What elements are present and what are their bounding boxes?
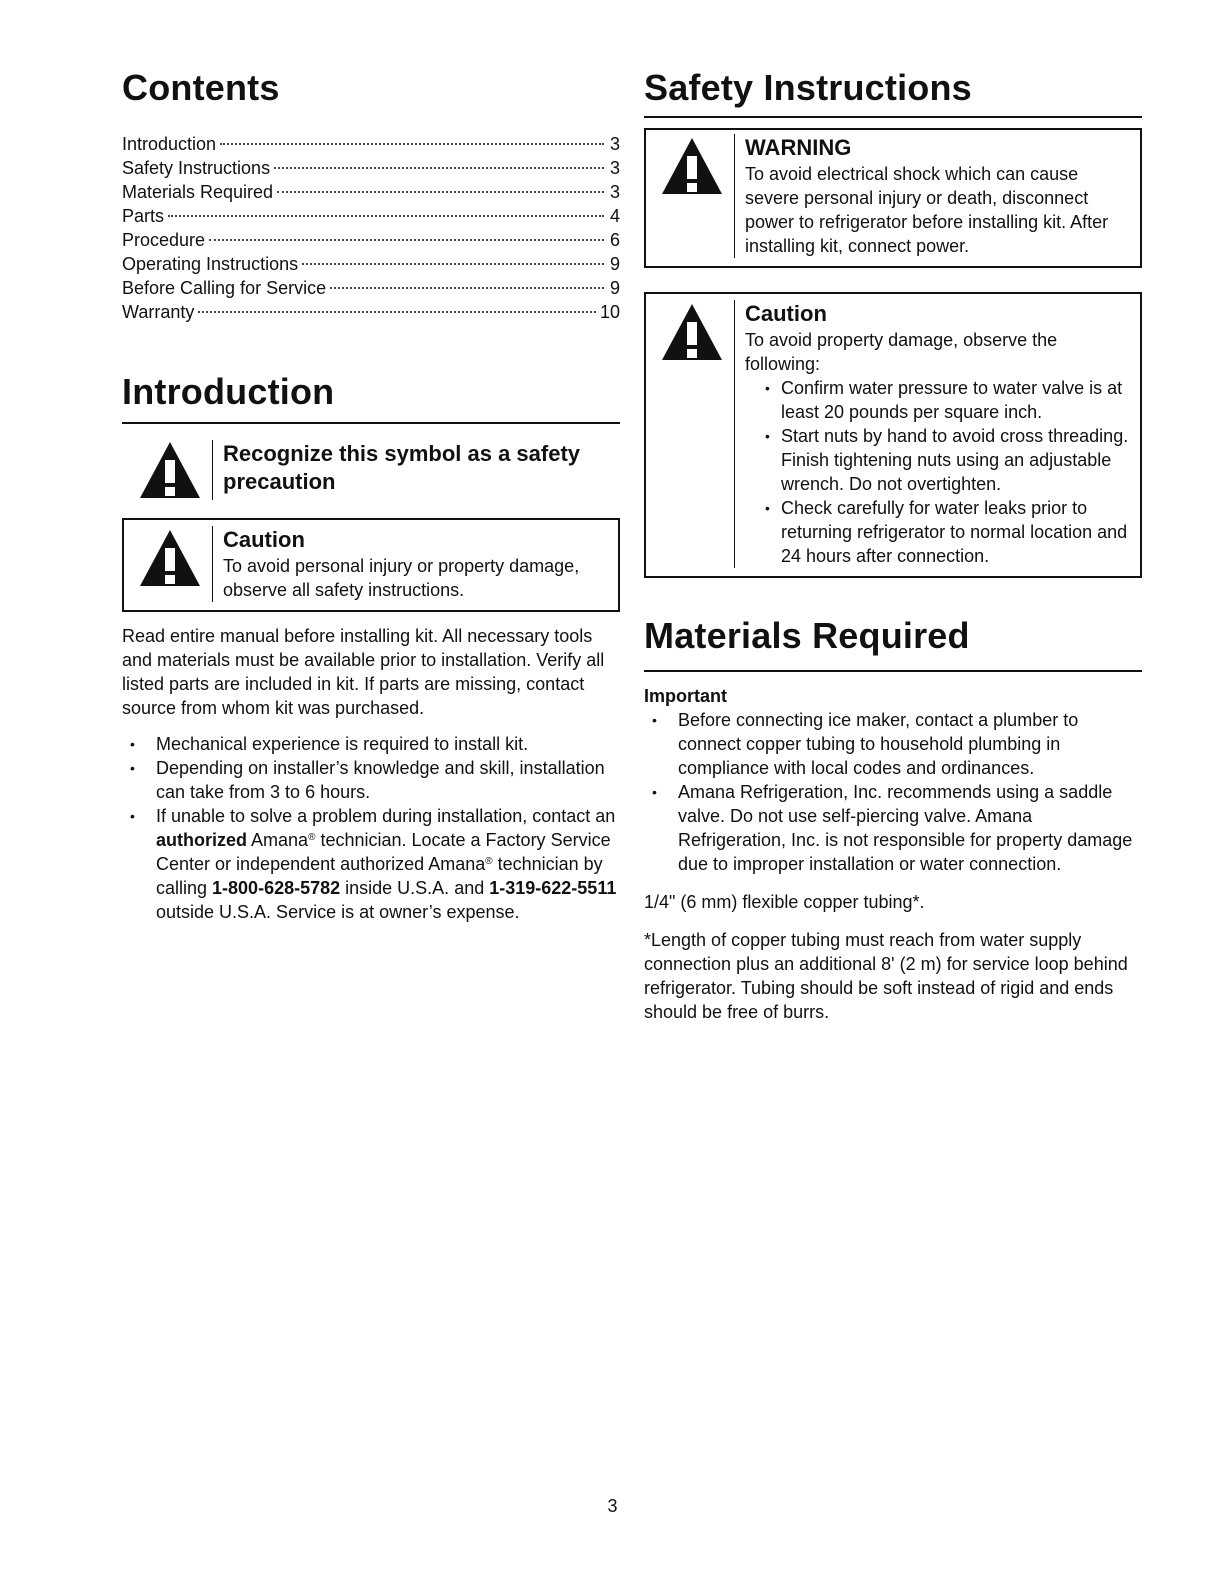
list-item: • Before connecting ice maker, contact a plumber to connect copper tubing to household plumbing in compliance with local codes and ordinances. [644,708,1142,780]
intro-bullet-list [122,732,620,924]
toc-item[interactable]: Operating Instructions 9 [122,254,620,274]
materials-list [644,708,1142,876]
safety-symbol-notice [138,440,620,500]
intro-paragraph: Read entire manual before installing kit. All necessary tools and materials must be available prior to installation. Verify all listed parts are included in kit. If parts are missing, contact source from whom kit was purchased. [122,626,605,718]
list-item: • Mechanical experience is required to install kit. [122,732,620,756]
warning-triangle-icon [660,302,724,362]
phone-international: 1-319-622-5511 [489,878,617,898]
toc-item[interactable]: Materials Required 3 [122,182,620,202]
caution-title: Caution [223,527,305,552]
caution-title: Caution [745,301,827,326]
list-item: • Confirm water pressure to water valve is at least 20 pounds per square inch. [765,376,1130,424]
warning-box [644,128,1142,268]
list-item: • Start nuts by hand to avoid cross threading. Finish tightening nuts using an adjustable wrench. Do not overtighten. [765,424,1130,496]
materials-title: Materials Required [644,615,970,656]
toc-item[interactable]: Procedure 6 [122,230,620,250]
warning-text: To avoid electrical shock which can cause severe personal injury or death, disconnect power to refrigerator before installing kit. After installing kit, connect power. [745,164,1109,256]
list-item: • Check carefully for water leaks prior to returning refrigerator to normal location and 24 hours after connection. [765,496,1130,568]
contents-title: Contents [122,67,280,108]
left-column [122,66,620,924]
introduction-title: Introduction [122,371,335,412]
safety-caution-box [644,292,1142,578]
table-of-contents [122,132,620,324]
toc-item[interactable]: Safety Instructions 3 [122,158,620,178]
right-column [644,66,1142,1024]
intro-caution-box [122,518,620,612]
registered-mark: ® [308,832,316,843]
toc-item[interactable]: Warranty 10 [122,302,620,322]
list-item: • Depending on installer’s knowledge and skill, installation can take from 3 to 6 hours. [122,756,620,804]
safety-header [644,66,1142,118]
safety-title: Safety Instructions [644,67,972,108]
warning-triangle-icon [138,528,202,588]
materials-header [644,614,1142,672]
caution-list [765,376,1130,568]
symbol-text: Recognize this symbol as a safety precaution [212,440,620,500]
caution-text: To avoid property damage, observe the following: [745,330,1058,374]
warning-triangle-icon [138,440,202,500]
toc-item[interactable]: Before Calling for Service 9 [122,278,620,298]
tubing-requirement: 1/4" (6 mm) flexible copper tubing*. [644,892,925,912]
important-label: Important [644,686,727,706]
page-number: 3 [607,1496,618,1516]
warning-title: WARNING [745,135,852,160]
registered-mark: ® [485,856,493,867]
introduction-header [122,370,620,424]
list-item: • If unable to solve a problem during installation, contact an authorized Amana® technician. Locate a Factory Service Center or independent authorized Amana® technician by calling 1-800-628-5782 inside U.S.A. and 1-319-622-5511 outside U.S.A. Service is at owner’s expense. [122,804,620,924]
phone-us: 1-800-628-5782 [212,878,341,898]
emphasis-authorized: authorized [156,830,248,850]
tubing-footnote: *Length of copper tubing must reach from water supply connection plus an additional 8' (2 m) for service loop behind refrigerator. Tubing should be soft instead of rigid and ends should be free of burrs. [644,930,1128,1022]
list-item: • Amana Refrigeration, Inc. recommends using a saddle valve. Do not use self-piercing valve. Amana Refrigeration, Inc. is not responsible for property damage due to improper installation or water connection. [644,780,1142,876]
toc-item[interactable]: Parts 4 [122,206,620,226]
warning-triangle-icon [660,136,724,196]
caution-text: To avoid personal injury or property damage, observe all safety instructions. [223,556,580,600]
toc-item[interactable]: Introduction 3 [122,134,620,154]
